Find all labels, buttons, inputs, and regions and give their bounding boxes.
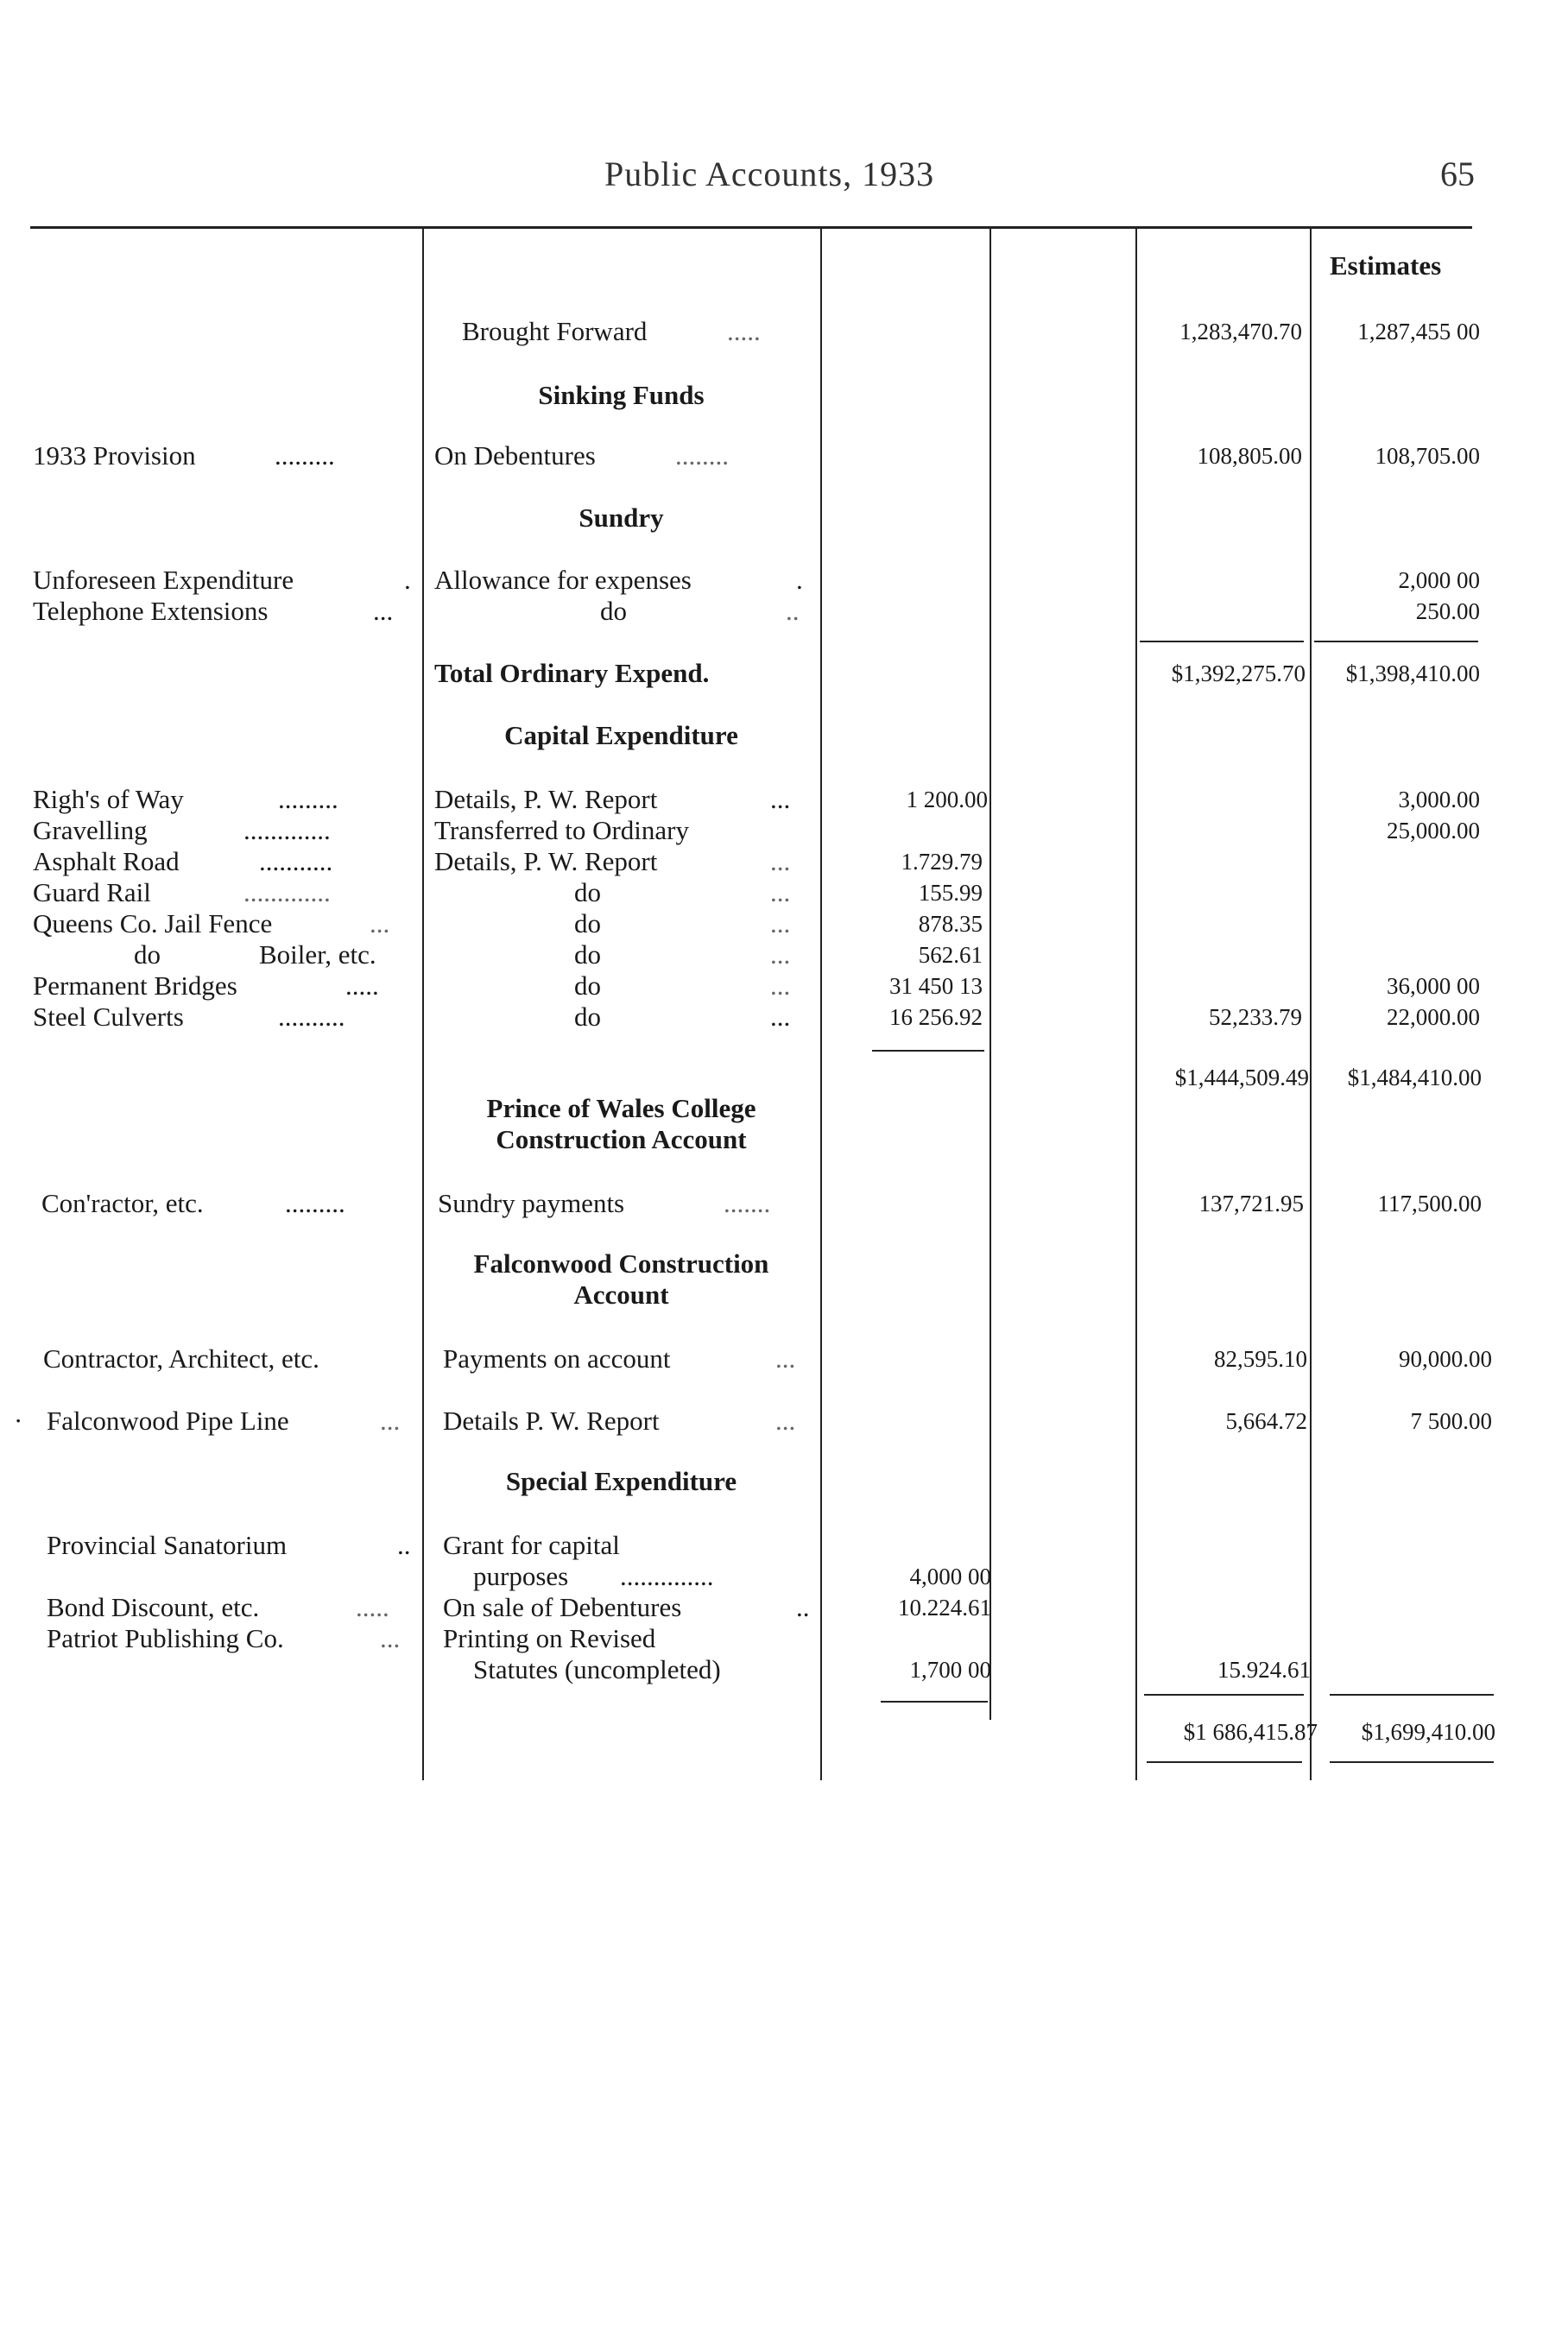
rights-of-way-amount: 1 200.00 — [906, 787, 988, 812]
rights-of-way-label: Righ's of Way — [33, 784, 184, 814]
section-heading-falconwood-line1: Falconwood Construction — [473, 1248, 769, 1279]
sanatorium-amount: 4,000 00 — [909, 1564, 991, 1589]
grand-total-estimate: $1,699,410.00 — [1361, 1719, 1495, 1745]
provision-total: 108,805.00 — [1197, 443, 1302, 469]
culverts-estimate: 22,000.00 — [1387, 1004, 1480, 1030]
total-ordinary-total: $1,392,275.70 — [1171, 660, 1306, 686]
bridges-estimate: 36,000 00 — [1387, 973, 1480, 999]
leader-dots: ....... — [724, 1188, 771, 1218]
subtotal-rule — [1314, 641, 1478, 642]
leader-dots: . — [404, 565, 411, 595]
page-title: Public Accounts, 1933 — [604, 155, 935, 193]
contractor-total: 137,721.95 — [1198, 1191, 1304, 1216]
leader-dots: ... — [770, 1002, 791, 1032]
guard-rail-desc: do — [574, 877, 601, 907]
leader-dots: .............. — [620, 1561, 714, 1591]
leader-dots: . — [796, 565, 803, 595]
section-heading-falconwood-line2: Account — [573, 1280, 669, 1310]
leader-dots: ... — [770, 784, 791, 814]
jail-boiler-amount: 562.61 — [918, 942, 983, 968]
contractor-estimate: 117,500.00 — [1377, 1191, 1482, 1216]
leader-dots: ... — [770, 908, 791, 938]
gravelling-estimate: 25,000.00 — [1387, 818, 1480, 844]
leader-dots: ..... — [727, 316, 761, 346]
rights-of-way-desc: Details, P. W. Report — [434, 784, 658, 814]
provision-label: 1933 Provision — [33, 440, 196, 471]
culverts-desc: do — [574, 1002, 601, 1032]
leader-dots: ... — [770, 846, 791, 876]
capital-subtotal-estimate: $1,484,410.00 — [1347, 1065, 1482, 1090]
subtotal-rule — [1140, 641, 1304, 642]
unforeseen-estimate: 2,000 00 — [1398, 567, 1480, 593]
culverts-total: 52,233.79 — [1209, 1004, 1302, 1030]
section-heading-sinking-funds: Sinking Funds — [538, 380, 705, 410]
leader-dots: ......... — [275, 440, 335, 471]
leader-dots: .......... — [278, 1002, 345, 1032]
column-rule-total — [1135, 226, 1137, 1780]
subtotal-rule — [881, 1701, 988, 1703]
sanatorium-desc-line2: purposes — [473, 1561, 569, 1591]
pipe-line-estimate: 7 500.00 — [1410, 1408, 1492, 1434]
bridges-desc: do — [574, 970, 601, 1001]
section-heading-special: Special Expenditure — [505, 1466, 737, 1496]
patriot-amount: 1,700 00 — [909, 1657, 991, 1683]
guard-rail-amount: 155.99 — [918, 880, 983, 906]
gravelling-desc: Transferred to Ordinary — [434, 815, 689, 845]
double-rule — [1147, 1761, 1302, 1763]
unforeseen-desc: Allowance for expenses — [434, 565, 692, 595]
leader-dots: ... — [775, 1406, 796, 1436]
jail-boiler-label: Boiler, etc. — [259, 939, 376, 970]
leader-dots: ............. — [243, 877, 331, 907]
contractor-architect-label: Contractor, Architect, etc. — [43, 1343, 319, 1374]
leader-dots: ... — [770, 970, 791, 1001]
leader-dots: ... — [380, 1406, 401, 1436]
contractor-architect-estimate: 90,000.00 — [1399, 1346, 1492, 1372]
pipe-line-total: 5,664.72 — [1225, 1408, 1307, 1434]
section-heading-sundry: Sundry — [579, 502, 664, 533]
bridges-label: Permanent Bridges — [33, 970, 237, 1001]
leader-dots: ... — [373, 596, 394, 626]
unforeseen-label: Unforeseen Expenditure — [33, 565, 294, 595]
bond-desc: On sale of Debentures — [443, 1592, 682, 1622]
column-rule-estimate — [1310, 226, 1312, 1780]
leader-dots: ... — [380, 1623, 401, 1653]
contractor-architect-total: 82,595.10 — [1214, 1346, 1307, 1372]
brought-forward-desc: Brought Forward — [462, 316, 648, 346]
telephone-desc: do — [600, 596, 627, 626]
jail-fence-amount: 878.35 — [918, 911, 983, 937]
contractor-label: Con'ractor, etc. — [41, 1188, 204, 1218]
provision-estimate: 108,705.00 — [1375, 443, 1480, 469]
patriot-desc-line1: Printing on Revised — [443, 1623, 656, 1653]
provision-desc: On Debentures — [434, 440, 596, 471]
leader-dots: .. — [786, 596, 800, 626]
section-heading-pwc-line2: Construction Account — [496, 1124, 747, 1154]
asphalt-desc: Details, P. W. Report — [434, 846, 658, 876]
leader-dots: ... — [770, 877, 791, 907]
brought-forward-total: 1,283,470.70 — [1179, 319, 1302, 344]
column-rule-label — [422, 226, 424, 1780]
total-ordinary-estimate: $1,398,410.00 — [1345, 660, 1480, 686]
contractor-desc: Sundry payments — [438, 1188, 625, 1218]
contractor-architect-desc: Payments on account — [443, 1343, 671, 1374]
asphalt-label: Asphalt Road — [33, 846, 180, 876]
leader-dots: .. — [796, 1592, 810, 1622]
rights-of-way-estimate: 3,000.00 — [1398, 787, 1480, 812]
leader-dots: ......... — [285, 1188, 345, 1218]
section-heading-capital: Capital Expenditure — [504, 720, 738, 750]
header-rule — [30, 226, 1472, 229]
brought-forward-estimate: 1,287,455 00 — [1357, 319, 1480, 344]
leader-dots: .. — [397, 1530, 411, 1560]
bond-label: Bond Discount, etc. — [47, 1592, 260, 1622]
telephone-estimate: 250.00 — [1415, 598, 1480, 624]
leader-dots: ........... — [259, 846, 333, 876]
capital-subtotal-total: $1,444,509.49 — [1174, 1065, 1309, 1090]
culverts-label: Steel Culverts — [33, 1002, 184, 1032]
leader-dots: ..... — [345, 970, 379, 1001]
column-rule-desc — [820, 226, 822, 1780]
bullet-mark: · — [14, 1406, 23, 1436]
culverts-amount: 16 256.92 — [889, 1004, 983, 1030]
sanatorium-label: Provincial Sanatorium — [47, 1530, 288, 1560]
bond-amount: 10.224.61 — [898, 1595, 991, 1621]
jail-fence-label: Queens Co. Jail Fence — [33, 908, 273, 938]
leader-dots: ..... — [356, 1592, 389, 1622]
section-heading-pwc-line1: Prince of Wales College — [486, 1093, 756, 1123]
subtotal-rule — [872, 1050, 984, 1052]
jail-boiler-label-do: do — [134, 939, 161, 970]
leader-dots: ........ — [675, 440, 729, 471]
bridges-amount: 31 450 13 — [889, 973, 983, 999]
leader-dots: ......... — [278, 784, 338, 814]
patriot-total: 15.924.61 — [1217, 1657, 1311, 1683]
pipe-line-label: Falconwood Pipe Line — [47, 1406, 289, 1436]
leader-dots: ... — [770, 939, 791, 970]
asphalt-amount: 1.729.79 — [901, 849, 983, 875]
subtotal-rule — [1144, 1694, 1304, 1696]
jail-fence-desc: do — [574, 908, 601, 938]
guard-rail-label: Guard Rail — [33, 877, 151, 907]
sanatorium-desc-line1: Grant for capital — [443, 1530, 620, 1560]
pipe-line-desc: Details P. W. Report — [443, 1406, 660, 1436]
grand-total-total: $1 686,415.87 — [1183, 1719, 1318, 1745]
telephone-label: Telephone Extensions — [33, 596, 269, 626]
patriot-label: Patriot Publishing Co. — [47, 1623, 284, 1653]
total-ordinary-desc: Total Ordinary Expend. — [434, 658, 710, 688]
estimates-heading: Estimates — [1330, 250, 1442, 281]
gravelling-label: Gravelling — [33, 815, 148, 845]
jail-boiler-desc: do — [574, 939, 601, 970]
double-rule — [1330, 1761, 1494, 1763]
leader-dots: ... — [370, 908, 390, 938]
page-number: 65 — [1440, 155, 1475, 193]
column-rule-amount — [989, 226, 991, 1720]
subtotal-rule — [1330, 1694, 1494, 1696]
leader-dots: ... — [775, 1343, 796, 1374]
leader-dots: ............. — [243, 815, 331, 845]
patriot-desc-line2: Statutes (uncompleted) — [473, 1654, 721, 1684]
